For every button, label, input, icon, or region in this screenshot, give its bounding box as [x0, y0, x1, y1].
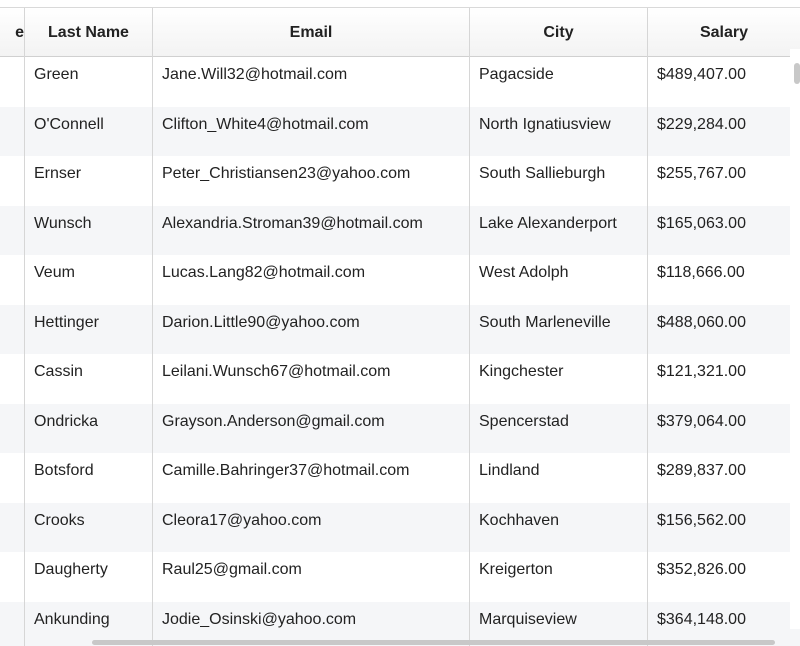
table-row[interactable]	[0, 206, 800, 256]
last-name-cell[interactable]: Cassin	[25, 354, 153, 404]
salary-cell[interactable]: $165,063.00	[657, 215, 746, 232]
last-name-cell[interactable]: Veum	[25, 255, 153, 305]
table-row[interactable]	[0, 107, 800, 157]
email-cell[interactable]: Peter_Christiansen23@yahoo.com	[153, 156, 470, 206]
row-truncated-cell[interactable]	[0, 552, 25, 602]
email-cell[interactable]: Darion.Little90@yahoo.com	[153, 305, 470, 355]
salary-cell[interactable]: $364,148.00	[657, 611, 746, 628]
row-truncated-cell[interactable]	[0, 602, 25, 646]
city-cell[interactable]: West Adolph	[470, 255, 648, 305]
table-row[interactable]	[0, 404, 800, 454]
email-cell[interactable]: Cleora17@yahoo.com	[153, 503, 470, 553]
last-name-cell[interactable]: Crooks	[25, 503, 153, 553]
city-cell[interactable]: Pagacside	[470, 57, 648, 107]
row-truncated-cell[interactable]	[0, 156, 25, 206]
email-cell[interactable]: Jane.Will32@hotmail.com	[153, 57, 470, 107]
city-cell[interactable]: North Ignatiusview	[470, 107, 648, 157]
salary-cell[interactable]: $488,060.00	[657, 314, 746, 331]
column-header-truncated[interactable]: e	[0, 8, 25, 57]
salary-cell[interactable]: $255,767.00	[657, 165, 746, 182]
row-truncated-cell[interactable]	[0, 255, 25, 305]
table-row[interactable]	[0, 503, 800, 553]
last-name-cell[interactable]: Ondricka	[25, 404, 153, 454]
salary-cell[interactable]: $118,666.00	[657, 264, 745, 281]
salary-cell[interactable]: $489,407.00	[657, 66, 746, 83]
grid-body	[0, 57, 800, 646]
column-header-last-name[interactable]: Last Name	[25, 8, 153, 57]
table-row[interactable]	[0, 156, 800, 206]
email-cell[interactable]: Camille.Bahringer37@hotmail.com	[153, 453, 470, 503]
salary-cell[interactable]: $352,826.00	[657, 561, 746, 578]
table-row[interactable]	[0, 354, 800, 404]
email-cell[interactable]: Clifton_White4@hotmail.com	[153, 107, 470, 157]
email-cell[interactable]: Leilani.Wunsch67@hotmail.com	[153, 354, 470, 404]
city-cell[interactable]: Spencerstad	[470, 404, 648, 454]
city-cell[interactable]: Lake Alexanderport	[470, 206, 648, 256]
city-cell[interactable]: Kochhaven	[470, 503, 648, 553]
last-name-cell[interactable]: Green	[25, 57, 153, 107]
last-name-cell[interactable]: Ankunding	[25, 602, 153, 646]
last-name-cell[interactable]: Ernser	[25, 156, 153, 206]
last-name-cell[interactable]: Wunsch	[25, 206, 153, 256]
city-cell[interactable]: Kingchester	[470, 354, 648, 404]
email-cell[interactable]: Lucas.Lang82@hotmail.com	[153, 255, 470, 305]
last-name-cell[interactable]: Hettinger	[25, 305, 153, 355]
email-cell[interactable]: Jodie_Osinski@yahoo.com	[153, 602, 470, 646]
row-truncated-cell[interactable]	[0, 354, 25, 404]
row-truncated-cell[interactable]	[0, 57, 25, 107]
last-name-cell[interactable]: O'Connell	[25, 107, 153, 157]
city-cell[interactable]: South Marleneville	[470, 305, 648, 355]
email-cell[interactable]: Raul25@gmail.com	[153, 552, 470, 602]
salary-cell[interactable]: $121,321.00	[657, 363, 746, 380]
grid-header-row	[0, 8, 800, 57]
salary-cell[interactable]: $229,284.00	[657, 116, 746, 133]
column-header-salary[interactable]: Salary	[699, 24, 749, 41]
table-row[interactable]	[0, 552, 800, 602]
row-truncated-cell[interactable]	[0, 107, 25, 157]
city-cell[interactable]: South Sallieburgh	[470, 156, 648, 206]
table-row[interactable]	[0, 255, 800, 305]
row-truncated-cell[interactable]	[0, 305, 25, 355]
salary-cell[interactable]: $289,837.00	[657, 462, 746, 479]
data-grid	[0, 7, 800, 646]
last-name-cell[interactable]: Daugherty	[25, 552, 153, 602]
table-row[interactable]	[0, 453, 800, 503]
row-truncated-cell[interactable]	[0, 206, 25, 256]
last-name-cell[interactable]: Botsford	[25, 453, 153, 503]
table-row[interactable]	[0, 57, 800, 107]
city-cell[interactable]: Marquiseview	[470, 602, 648, 646]
row-truncated-cell[interactable]	[0, 503, 25, 553]
salary-cell[interactable]: $156,562.00	[657, 512, 746, 529]
vertical-scrollbar-thumb[interactable]	[794, 63, 800, 84]
table-row[interactable]	[0, 305, 800, 355]
horizontal-scrollbar-thumb[interactable]	[92, 640, 775, 645]
column-header-email[interactable]: Email	[153, 8, 470, 57]
email-cell[interactable]: Alexandria.Stroman39@hotmail.com	[153, 206, 470, 256]
vertical-scrollbar-track[interactable]	[790, 49, 800, 629]
email-cell[interactable]: Grayson.Anderson@gmail.com	[153, 404, 470, 454]
column-header-city[interactable]: City	[470, 8, 648, 57]
row-truncated-cell[interactable]	[0, 453, 25, 503]
row-truncated-cell[interactable]	[0, 404, 25, 454]
city-cell[interactable]: Kreigerton	[470, 552, 648, 602]
city-cell[interactable]: Lindland	[470, 453, 648, 503]
salary-cell[interactable]: $379,064.00	[657, 413, 746, 430]
